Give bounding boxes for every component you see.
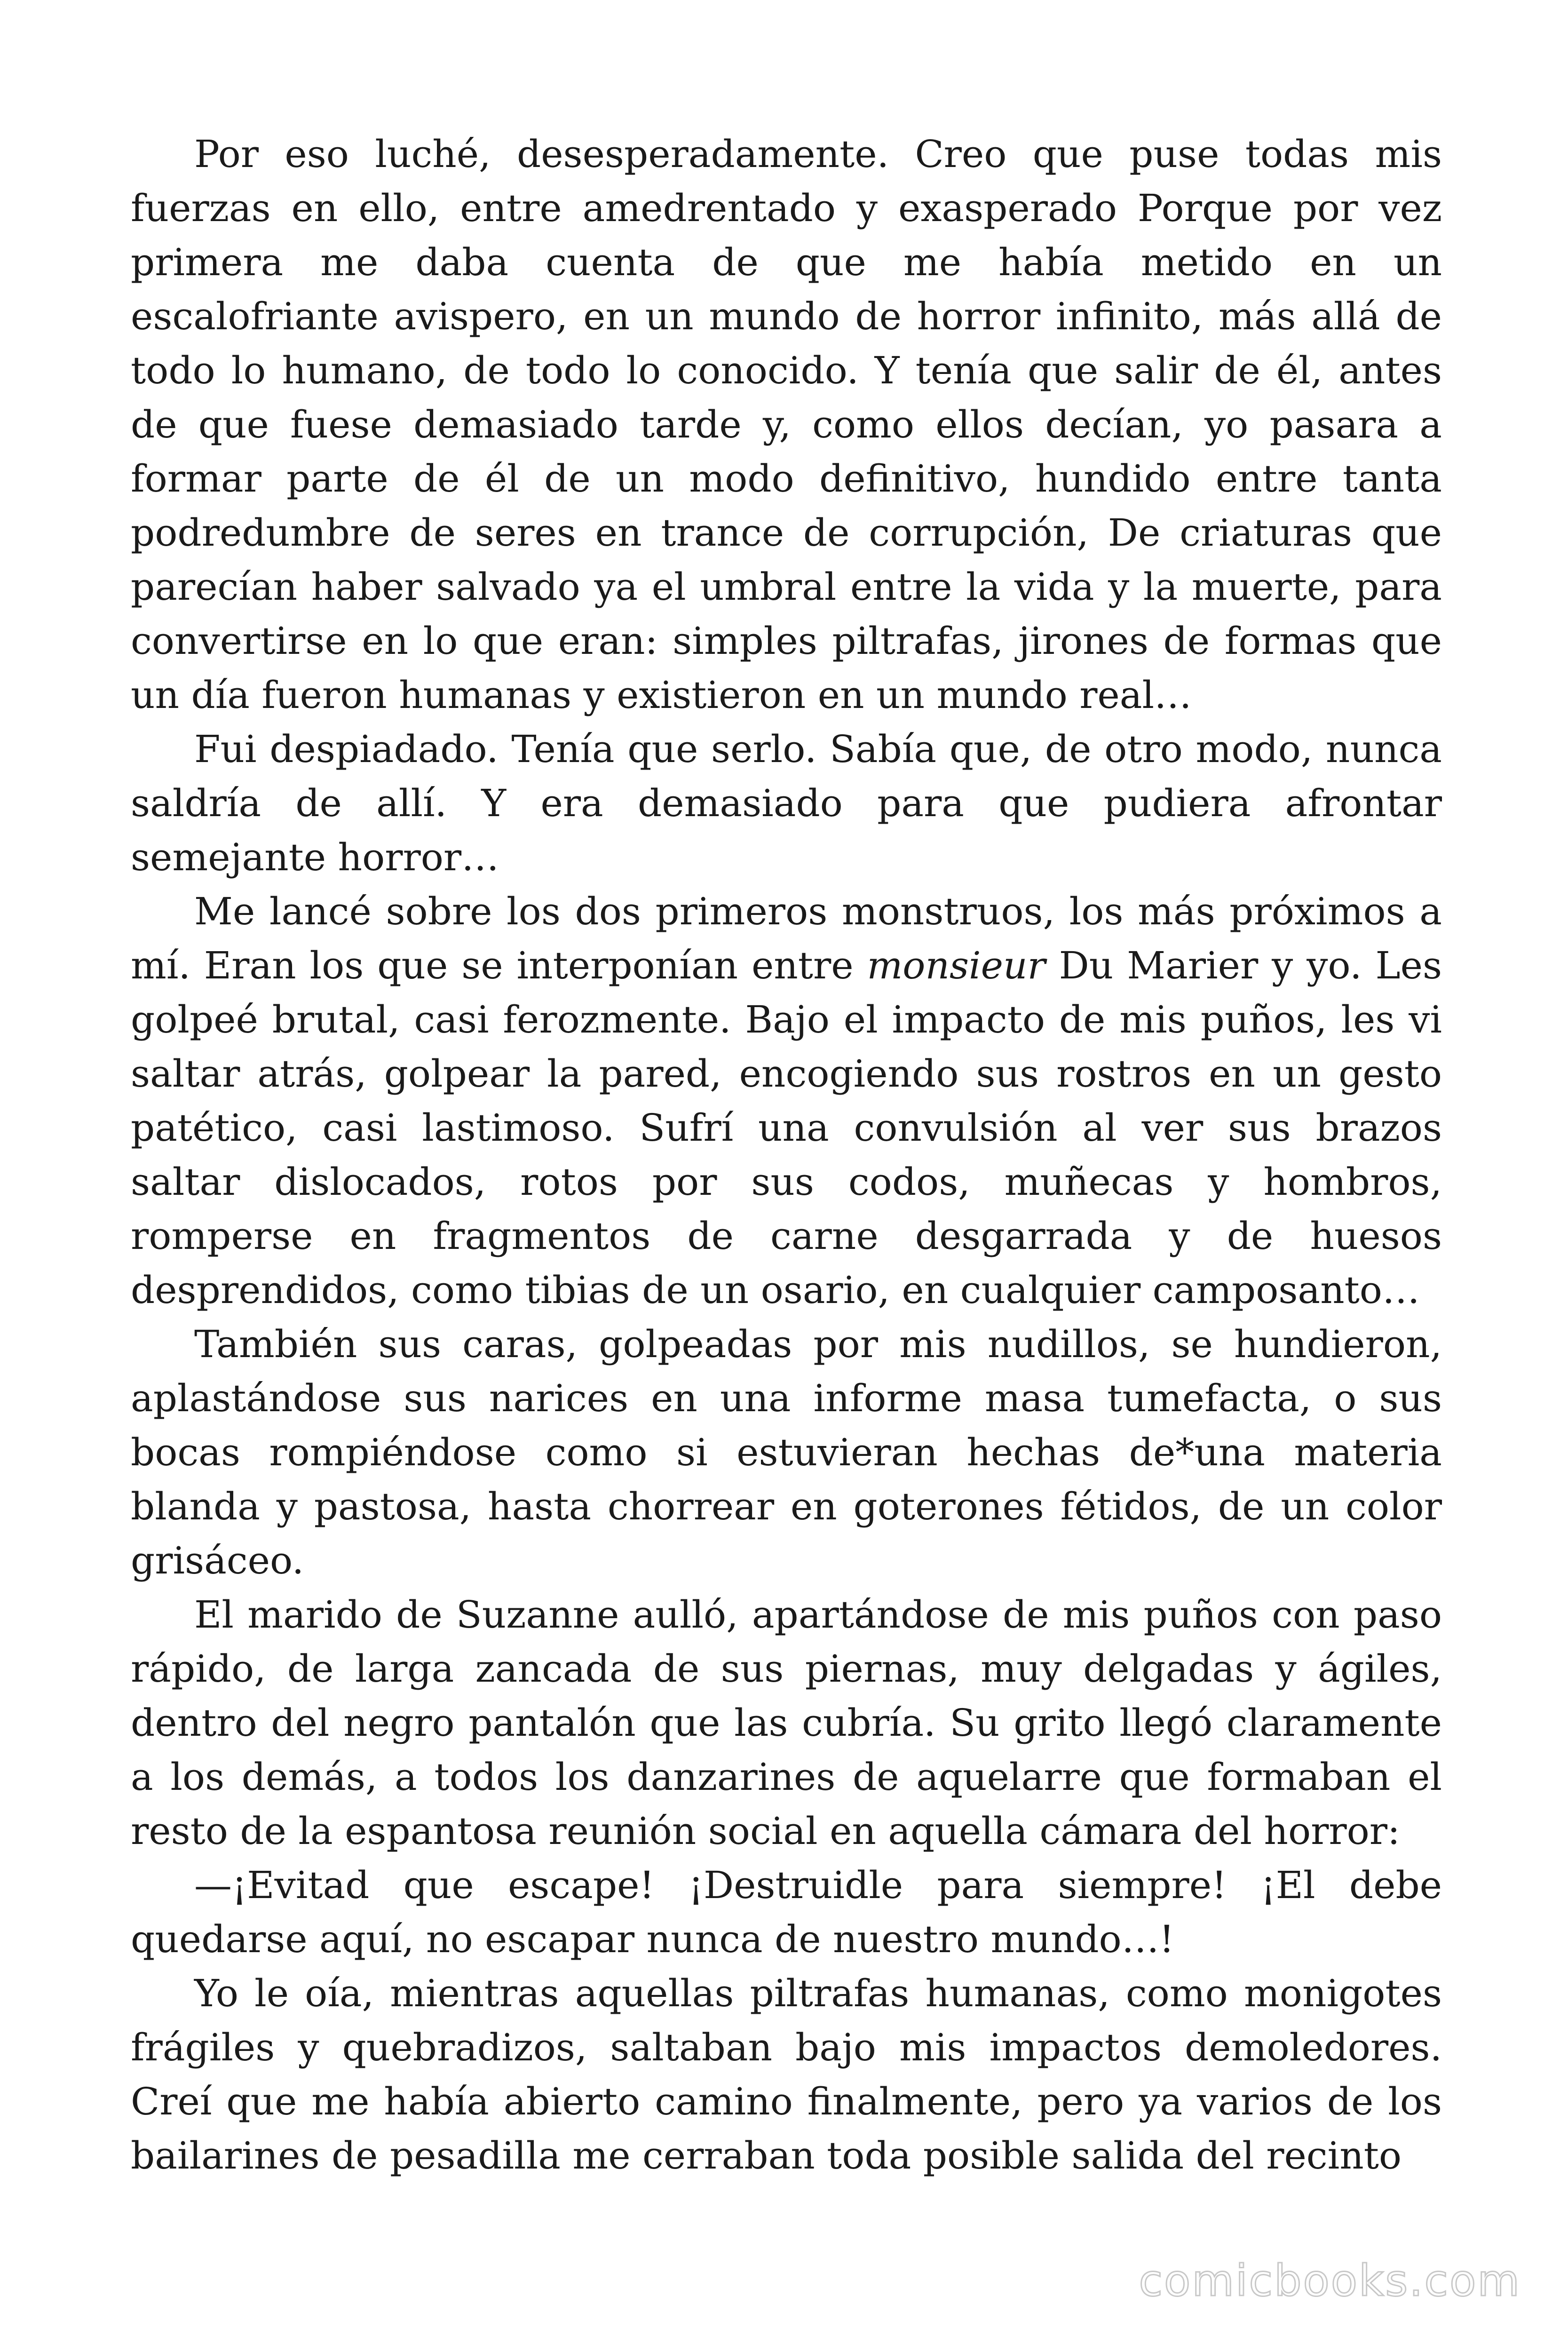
paragraph-2: Fui despiadado. Tenía que serlo. Sabía que, de otro modo, nunca saldría de allí. Y era demasiado para que pudiera afrontar semejante horror… xyxy=(131,727,1442,879)
italic-word: monsieur xyxy=(867,944,1045,987)
paragraph-4: También sus caras, golpeadas por mis nudillos, se hundieron, aplastándose sus narices en una informe masa tumefacta, o sus bocas rompiéndose como si estuvieran hechas de*una materia blanda y pastosa, hasta chorrear en goterones fétidos, de un color grisáceo. xyxy=(131,1322,1442,1582)
paragraph-6: —¡Evitad que escape! ¡Destruidle para siempre! ¡El debe quedarse aquí, no escapar nunca de nuestro mundo…! xyxy=(131,1863,1442,1961)
paragraph-3-part-1: Me lancé sobre los dos primeros monstruos, los más próximos a mí. Eran los que se interponían entre xyxy=(131,890,1442,987)
site-watermark: comicbooks.com xyxy=(1139,2256,1521,2306)
book-page-text xyxy=(131,127,1442,2183)
paragraph-3 xyxy=(131,884,1442,1317)
paragraph-5: El marido de Suzanne aulló, apartándose de mis puños con paso rápido, de larga zancada de sus piernas, muy delgadas y ágiles, dentro del negro pantalón que las cubría. Su grito llegó claramente a los demás, a todos los danzarines de aquelarre que formaban el resto de la espantosa reunión social en aquella cámara del horror: xyxy=(131,1593,1442,1853)
paragraph-7: Yo le oía, mientras aquellas piltrafas humanas, como monigotes frágiles y quebradizos, saltaban bajo mis impactos demoledores. Creí que me había abierto camino finalmente, pero ya varios de los bailarines de pesadilla me cerraban toda posible salida del recinto xyxy=(131,1971,1442,2177)
paragraph-3-part-2: Du Marier y yo. Les golpeé brutal, casi ferozmente. Bajo el impacto de mis puños, les vi saltar atrás, golpear la pared, encogiendo sus rostros en un gesto patético, casi lastimoso. Sufrí una convulsión al ver sus brazos saltar dislocados, rotos por sus codos, muñecas y hombros, romperse en fragmentos de carne desgarrada y de huesos desprendidos, como tibias de un osario, en cualquier camposanto… xyxy=(131,944,1442,1312)
paragraph-1: Por eso luché, desesperadamente. Creo que puse todas mis fuerzas en ello, entre amedrentado y exasperado Porque por vez primera me daba cuenta de que me había metido en un escalofriante avispero, en un mundo de horror infinito, más allá de todo lo humano, de todo lo conocido. Y tenía que salir de él, antes de que fuese demasiado tarde y, como ellos decían, yo pasara a formar parte de él de un modo definitivo, hundido entre tanta podredumbre de seres en trance de corrupción, De criaturas que parecían haber salvado ya el umbral entre la vida y la muerte, para convertirse en lo que eran: simples piltrafas, jirones de formas que un día fueron humanas y existieron en un mundo real… xyxy=(131,132,1442,717)
